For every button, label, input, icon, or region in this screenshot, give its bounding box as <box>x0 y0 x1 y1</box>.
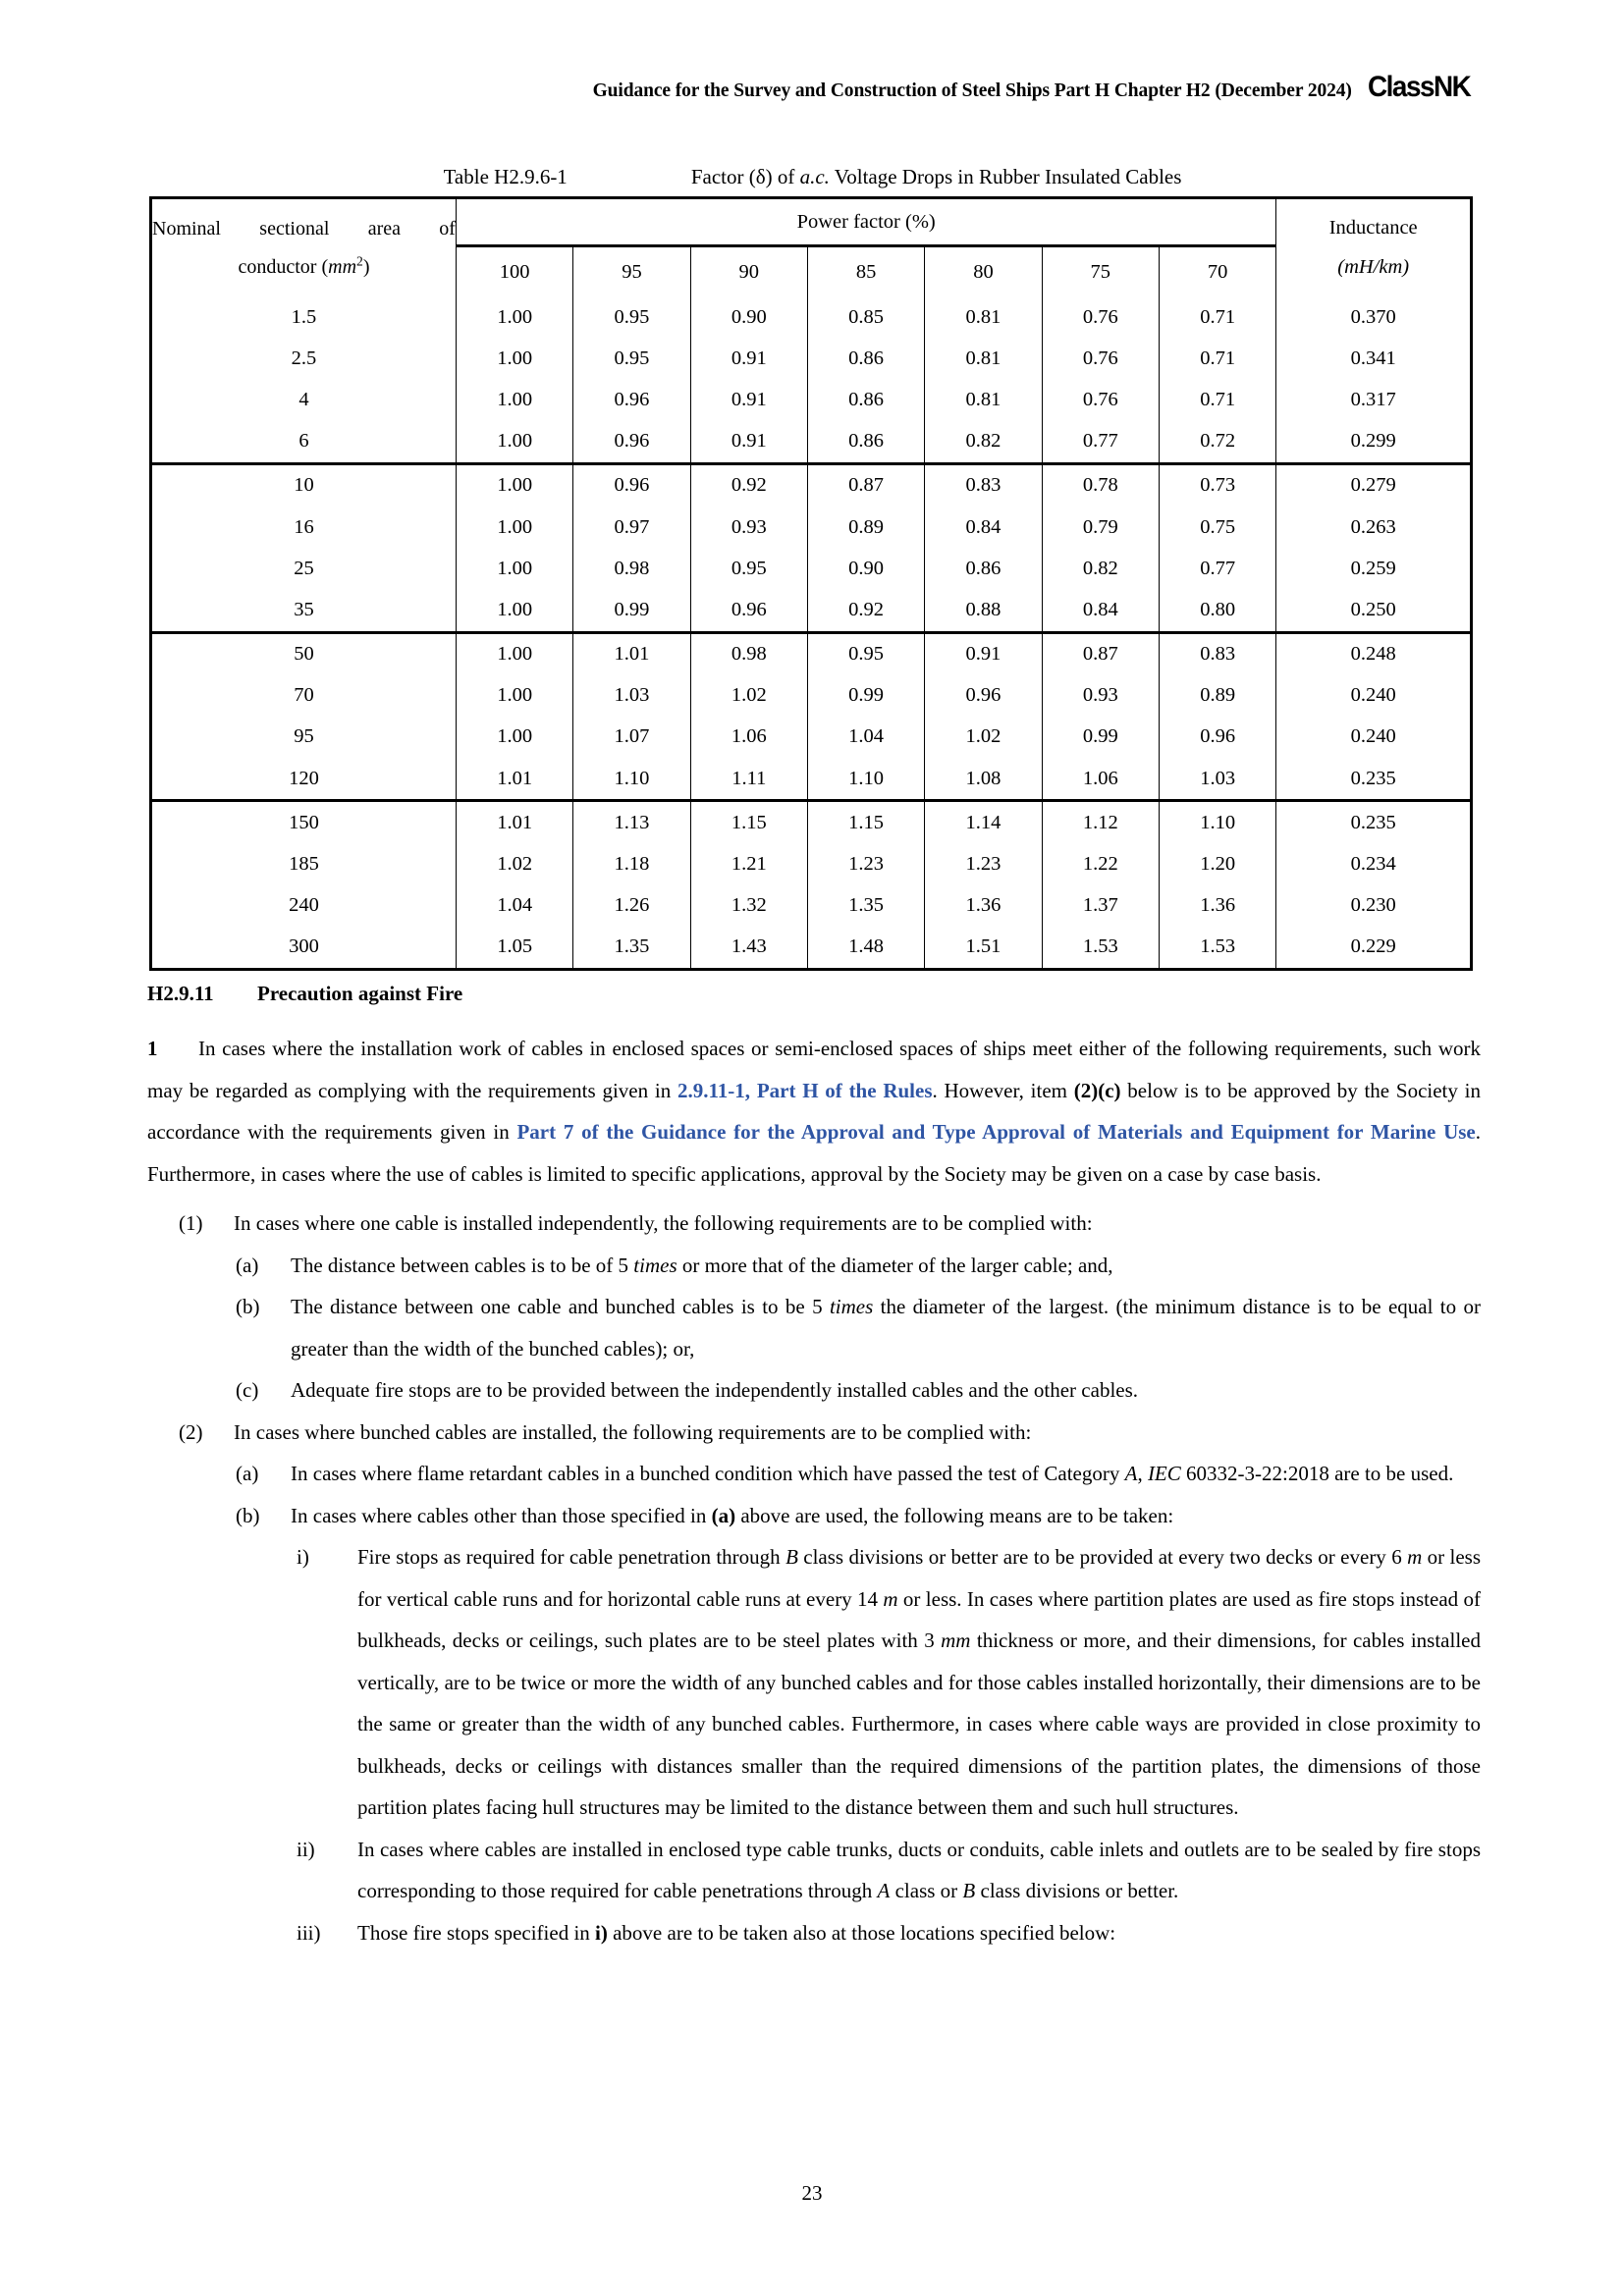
cell-factor-95: 1.18 <box>573 843 690 884</box>
list-item-1-marker: (1) <box>179 1211 203 1235</box>
cell-factor-90: 0.98 <box>690 632 807 675</box>
cell-inductance: 0.299 <box>1276 421 1472 464</box>
sub-iii-b1: i) <box>595 1920 608 1945</box>
table-caption-text-1: Factor (δ) of <box>690 165 800 188</box>
list-item-ii-text <box>357 1829 1481 1912</box>
list-item-i-marker: i) <box>297 1545 309 1569</box>
cell-factor-80: 0.84 <box>925 507 1042 548</box>
list-item-ii <box>297 1829 1481 1912</box>
sub-i-t3: or less for vertical cable runs and for horizontal cable runs at every 14 <box>357 1545 1481 1611</box>
table-row <box>151 927 1472 970</box>
cell-factor-95: 1.03 <box>573 675 690 717</box>
cell-inductance: 0.240 <box>1276 717 1472 758</box>
cell-factor-80: 0.96 <box>925 675 1042 717</box>
list-item-1b <box>236 1286 1481 1369</box>
cell-factor-100: 1.01 <box>456 758 572 801</box>
cell-factor-90: 1.32 <box>690 885 807 927</box>
cell-factor-75: 0.76 <box>1042 338 1159 379</box>
table-row <box>151 843 1472 884</box>
cell-factor-85: 1.10 <box>807 758 924 801</box>
cell-factor-90: 0.91 <box>690 379 807 420</box>
list-item-1b-text-b: the diameter of the largest. (the minimum distance is to be equal to or greater than the width of the bunched cables); or, <box>291 1295 1481 1361</box>
cell-factor-85: 1.04 <box>807 717 924 758</box>
sub-ii-t1: In cases where cables are installed in enclosed type cable trunks, ducts or conduits, cable inlets and outlets are to be sealed by fire stops corresponding to those required for cable penetrations through <box>357 1837 1481 1902</box>
cell-factor-70: 0.89 <box>1159 675 1275 717</box>
list-item-2a-marker: (a) <box>236 1462 259 1485</box>
list-item-1a-text-b: or more that of the diameter of the larger cable; and, <box>677 1253 1113 1277</box>
cell-factor-100: 1.00 <box>456 548 572 589</box>
list-item-1a <box>236 1245 1481 1287</box>
cell-inductance: 0.248 <box>1276 632 1472 675</box>
header-unit-sup: 2 <box>356 252 363 268</box>
list-item-1b-marker: (b) <box>236 1295 260 1318</box>
list-item-i-text <box>357 1536 1481 1829</box>
cell-factor-85: 0.90 <box>807 548 924 589</box>
cell-nominal-area: 35 <box>151 589 457 632</box>
header-unit-pre: conductor ( <box>238 255 329 278</box>
cell-factor-70: 0.80 <box>1159 589 1275 632</box>
table-row <box>151 463 1472 507</box>
cell-nominal-area: 240 <box>151 885 457 927</box>
header-pf-90: 90 <box>690 246 807 297</box>
list-item-2b-text <box>291 1495 1481 1537</box>
table-row <box>151 589 1472 632</box>
cell-factor-80: 0.88 <box>925 589 1042 632</box>
cell-factor-85: 1.15 <box>807 801 924 844</box>
paragraph-1-text-c: below is to be approved by the Society in accordance with the requirements given in <box>147 1078 1481 1144</box>
cell-factor-90: 0.93 <box>690 507 807 548</box>
cell-factor-95: 0.98 <box>573 548 690 589</box>
cell-factor-75: 0.99 <box>1042 717 1159 758</box>
cell-factor-80: 0.81 <box>925 296 1042 338</box>
list-item-1a-text-a: The distance between cables is to be of 5 <box>291 1253 634 1277</box>
cell-factor-100: 1.05 <box>456 927 572 970</box>
cell-nominal-area: 4 <box>151 379 457 420</box>
list-item-ii-marker: ii) <box>297 1837 315 1861</box>
requirement-list-level1 <box>179 1202 1481 1245</box>
cell-factor-100: 1.00 <box>456 296 572 338</box>
table-caption-italic: a.c. <box>799 165 830 188</box>
cell-factor-85: 0.95 <box>807 632 924 675</box>
table-caption-text-2: Voltage Drops in Rubber Insulated Cables <box>829 165 1182 188</box>
table-row <box>151 338 1472 379</box>
cell-factor-90: 0.96 <box>690 589 807 632</box>
sub-iii-t1: Those fire stops specified in <box>357 1920 596 1945</box>
requirement-list-level1-item2 <box>179 1412 1481 1454</box>
table-header-row-1 <box>151 198 1472 246</box>
cell-nominal-area: 10 <box>151 463 457 507</box>
list-item-2a-text-c: 60332-3-22:2018 are to be used. <box>1180 1462 1454 1485</box>
cell-factor-70: 0.83 <box>1159 632 1275 675</box>
paragraph-1-text-d: . Furthermore, in cases where the use of cables is limited to specific applications, approval by the Society may be given on a case by case basis. <box>147 1120 1481 1186</box>
header-inductance-unit: (mH/km) <box>1337 255 1410 278</box>
sub-i-t2: class divisions or better are to be provided at every two decks or every 6 <box>797 1545 1408 1569</box>
cell-factor-90: 0.95 <box>690 548 807 589</box>
cell-factor-85: 0.86 <box>807 338 924 379</box>
requirement-list-roman <box>297 1536 1481 1953</box>
cell-inductance: 0.235 <box>1276 801 1472 844</box>
list-item-2a-text-b: , <box>1137 1462 1148 1485</box>
reference-link-part7[interactable]: Part 7 of the Guidance for the Approval and Type Approval of Materials and Equipment for Marine Use <box>516 1120 1476 1144</box>
cell-nominal-area: 185 <box>151 843 457 884</box>
list-item-1b-text-a: The distance between one cable and bunched cables is to be 5 <box>291 1295 830 1318</box>
cell-inductance: 0.259 <box>1276 548 1472 589</box>
list-item-1c-marker: (c) <box>236 1378 259 1402</box>
requirement-list-1-children <box>236 1245 1481 1412</box>
cell-factor-75: 0.87 <box>1042 632 1159 675</box>
sub-i-t5: thickness or more, and their dimensions, for cables installed vertically, are to be twice or more the width of any bunched cables and for those cables installed horizontally, their dimensions are to be the same or greater than the width of any bunched cables. Furthermore, in cases where cable ways are provided in close proximity to bulkheads, decks or ceilings with distances smaller than the required dimensions of the partition plates, the dimensions of those partition plates facing hull structures may be limited to the distance between them and such hull structures. <box>357 1629 1481 1819</box>
cell-factor-100: 1.00 <box>456 717 572 758</box>
header-pf-70: 70 <box>1159 246 1275 297</box>
header-inductance <box>1276 198 1472 297</box>
cell-factor-90: 1.02 <box>690 675 807 717</box>
body-content <box>147 984 1481 1953</box>
paragraph-1-bold-ref: (2)(c) <box>1073 1078 1121 1102</box>
sub-ii-t3: class divisions or better. <box>975 1879 1179 1902</box>
sub-ii-i1: A <box>877 1879 891 1902</box>
sub-ii-i2: B <box>962 1879 976 1902</box>
sub-ii-t2: class or <box>890 1879 963 1902</box>
cell-factor-70: 1.10 <box>1159 801 1275 844</box>
requirement-list-2-children <box>236 1453 1481 1536</box>
cell-factor-70: 1.03 <box>1159 758 1275 801</box>
cell-factor-75: 1.53 <box>1042 927 1159 970</box>
cell-nominal-area: 50 <box>151 632 457 675</box>
cell-inductance: 0.279 <box>1276 463 1472 507</box>
sub-i-i2: m <box>1407 1545 1423 1569</box>
cell-factor-90: 0.92 <box>690 463 807 507</box>
cell-inductance: 0.341 <box>1276 338 1472 379</box>
cell-factor-100: 1.00 <box>456 379 572 420</box>
cell-factor-100: 1.04 <box>456 885 572 927</box>
list-item-2 <box>179 1412 1481 1454</box>
sub-i-i4: mm <box>941 1629 971 1652</box>
cell-factor-85: 0.89 <box>807 507 924 548</box>
cell-factor-90: 1.15 <box>690 801 807 844</box>
cell-inductance: 0.250 <box>1276 589 1472 632</box>
list-item-1c <box>236 1369 1481 1412</box>
cell-factor-80: 0.83 <box>925 463 1042 507</box>
cell-inductance: 0.234 <box>1276 843 1472 884</box>
cell-factor-85: 0.99 <box>807 675 924 717</box>
cell-factor-75: 0.93 <box>1042 675 1159 717</box>
paragraph-1-text-a: In cases where the installation work of cables in enclosed spaces or semi-enclosed spaces of ships meet either of the following requirements, such work may be regarded as complying with the requirements given in <box>147 1037 1481 1102</box>
sub-i-i3: m <box>883 1586 898 1611</box>
cell-factor-95: 0.97 <box>573 507 690 548</box>
cell-nominal-area: 150 <box>151 801 457 844</box>
list-item-1c-text: Adequate fire stops are to be provided between the independently installed cables and the other cables. <box>291 1378 1139 1402</box>
cell-factor-70: 0.71 <box>1159 296 1275 338</box>
cell-factor-95: 1.07 <box>573 717 690 758</box>
cell-factor-95: 0.96 <box>573 421 690 464</box>
cell-inductance: 0.317 <box>1276 379 1472 420</box>
cell-factor-100: 1.02 <box>456 843 572 884</box>
paragraph-1-text-b: . However, item <box>932 1078 1074 1102</box>
header-inductance-label: Inductance <box>1328 216 1418 239</box>
cell-factor-70: 0.75 <box>1159 507 1275 548</box>
cell-nominal-area: 95 <box>151 717 457 758</box>
header-pf-80: 80 <box>925 246 1042 297</box>
cell-factor-100: 1.00 <box>456 589 572 632</box>
section-number: H2.9.11 <box>147 982 214 1005</box>
cell-factor-80: 0.91 <box>925 632 1042 675</box>
cell-factor-80: 0.81 <box>925 338 1042 379</box>
list-item-2a <box>236 1453 1481 1495</box>
cell-nominal-area: 1.5 <box>151 296 457 338</box>
cell-factor-80: 0.86 <box>925 548 1042 589</box>
cell-factor-70: 0.77 <box>1159 548 1275 589</box>
sub-iii-t2: above are to be taken also at those locations specified below: <box>607 1920 1116 1945</box>
cell-factor-95: 0.95 <box>573 338 690 379</box>
cell-factor-70: 1.20 <box>1159 843 1275 884</box>
list-item-iii <box>297 1912 1481 1954</box>
table-caption-number: Table H2.9.6-1 <box>443 165 568 188</box>
cell-factor-95: 1.01 <box>573 632 690 675</box>
cell-factor-75: 0.78 <box>1042 463 1159 507</box>
section-heading <box>147 984 1481 1004</box>
table-row <box>151 758 1472 801</box>
header-unit-post: ) <box>362 255 370 278</box>
cell-factor-80: 1.51 <box>925 927 1042 970</box>
list-item-1 <box>179 1202 1481 1245</box>
cell-factor-95: 0.99 <box>573 589 690 632</box>
cell-factor-100: 1.00 <box>456 675 572 717</box>
table-row <box>151 507 1472 548</box>
cell-factor-95: 1.13 <box>573 801 690 844</box>
list-item-2b-marker: (b) <box>236 1503 260 1527</box>
cell-factor-70: 0.73 <box>1159 463 1275 507</box>
list-item-2a-text <box>291 1453 1481 1495</box>
cell-factor-90: 0.90 <box>690 296 807 338</box>
table-row <box>151 675 1472 717</box>
cell-factor-85: 0.92 <box>807 589 924 632</box>
table-row <box>151 296 1472 338</box>
section-title: Precaution against Fire <box>257 982 463 1005</box>
paragraph-1-marker: 1 <box>147 1037 158 1060</box>
header-nominal-area-line2 <box>152 248 456 287</box>
cell-factor-90: 0.91 <box>690 338 807 379</box>
cell-factor-85: 1.48 <box>807 927 924 970</box>
cell-factor-80: 1.23 <box>925 843 1042 884</box>
cell-factor-100: 1.00 <box>456 632 572 675</box>
cell-factor-100: 1.00 <box>456 507 572 548</box>
table-row <box>151 885 1472 927</box>
table-row <box>151 421 1472 464</box>
sub-i-t1: Fire stops as required for cable penetration through <box>357 1545 786 1569</box>
list-item-i <box>297 1536 1481 1829</box>
cell-factor-75: 0.76 <box>1042 296 1159 338</box>
cell-factor-100: 1.00 <box>456 421 572 464</box>
cell-factor-75: 1.06 <box>1042 758 1159 801</box>
cell-factor-100: 1.00 <box>456 463 572 507</box>
cell-factor-70: 1.36 <box>1159 885 1275 927</box>
cell-factor-95: 0.96 <box>573 379 690 420</box>
reference-link-rules[interactable]: 2.9.11-1, Part H of the Rules <box>677 1078 933 1102</box>
header-title: Guidance for the Survey and Construction of Steel Ships Part H Chapter H2 (December 2024) <box>592 80 1352 101</box>
table-caption <box>147 165 1478 189</box>
header-pf-95: 95 <box>573 246 690 297</box>
cell-factor-90: 0.91 <box>690 421 807 464</box>
cell-nominal-area: 2.5 <box>151 338 457 379</box>
table-header <box>151 198 1472 297</box>
cell-factor-95: 0.96 <box>573 463 690 507</box>
sub-i-t4: or less. In cases where partition plates are used as fire stops instead of bulkheads, decks or ceilings, such plates are to be steel plates with 3 <box>357 1586 1481 1652</box>
cell-factor-85: 0.86 <box>807 421 924 464</box>
cell-factor-70: 0.72 <box>1159 421 1275 464</box>
list-item-2-marker: (2) <box>179 1419 203 1444</box>
table-row <box>151 379 1472 420</box>
cell-inductance: 0.240 <box>1276 675 1472 717</box>
cell-factor-70: 0.71 <box>1159 379 1275 420</box>
cell-factor-75: 0.76 <box>1042 379 1159 420</box>
cell-factor-90: 1.21 <box>690 843 807 884</box>
paragraph-1 <box>147 1028 1481 1195</box>
cell-inductance: 0.235 <box>1276 758 1472 801</box>
table-row <box>151 801 1472 844</box>
cell-factor-75: 0.82 <box>1042 548 1159 589</box>
header-nominal-area-line1: Nominal sectional area of <box>152 217 456 240</box>
list-item-1b-italic: times <box>829 1295 874 1318</box>
cell-inductance: 0.230 <box>1276 885 1472 927</box>
cell-nominal-area: 300 <box>151 927 457 970</box>
cell-factor-90: 1.06 <box>690 717 807 758</box>
cell-factor-70: 1.53 <box>1159 927 1275 970</box>
list-item-1-text: In cases where one cable is installed independently, the following requirements are to be complied with: <box>234 1211 1093 1235</box>
cell-factor-90: 1.43 <box>690 927 807 970</box>
header-unit-mm: mm <box>328 255 357 278</box>
header-pf-100: 100 <box>456 246 572 297</box>
table-row <box>151 717 1472 758</box>
list-item-2b-bold: (a) <box>711 1503 736 1527</box>
cell-factor-70: 0.96 <box>1159 717 1275 758</box>
header-nominal-area <box>151 198 457 297</box>
cell-factor-80: 1.14 <box>925 801 1042 844</box>
sub-i-i1: B <box>785 1545 798 1569</box>
cell-factor-95: 1.35 <box>573 927 690 970</box>
cell-nominal-area: 70 <box>151 675 457 717</box>
cell-factor-80: 1.02 <box>925 717 1042 758</box>
list-item-2a-italic-a: A <box>1124 1462 1138 1485</box>
list-item-2b-text-b: above are used, the following means are to be taken: <box>735 1503 1174 1527</box>
list-item-2-text: In cases where bunched cables are installed, the following requirements are to be complied with: <box>234 1419 1032 1444</box>
cell-factor-85: 0.85 <box>807 296 924 338</box>
cell-nominal-area: 120 <box>151 758 457 801</box>
voltage-drop-factor-table <box>149 196 1473 971</box>
list-item-iii-text <box>357 1912 1481 1954</box>
classnk-logo: ClassNK <box>1367 71 1471 103</box>
cell-factor-85: 1.23 <box>807 843 924 884</box>
cell-factor-90: 1.11 <box>690 758 807 801</box>
header-pf-75: 75 <box>1042 246 1159 297</box>
cell-factor-75: 1.37 <box>1042 885 1159 927</box>
list-item-2a-text-a: In cases where flame retardant cables in a bunched condition which have passed the test of Category <box>291 1462 1125 1485</box>
list-item-1a-marker: (a) <box>236 1253 259 1277</box>
list-item-1a-text <box>291 1245 1481 1287</box>
cell-factor-80: 0.81 <box>925 379 1042 420</box>
cell-factor-85: 0.86 <box>807 379 924 420</box>
list-item-1a-italic: times <box>633 1253 677 1277</box>
cell-nominal-area: 25 <box>151 548 457 589</box>
running-header <box>147 73 1478 102</box>
cell-factor-80: 1.08 <box>925 758 1042 801</box>
cell-factor-100: 1.01 <box>456 801 572 844</box>
cell-inductance: 0.263 <box>1276 507 1472 548</box>
cell-factor-75: 0.79 <box>1042 507 1159 548</box>
page-number: 23 <box>801 2181 823 2205</box>
cell-factor-85: 1.35 <box>807 885 924 927</box>
table-body <box>151 296 1472 970</box>
cell-factor-70: 0.71 <box>1159 338 1275 379</box>
table-row <box>151 548 1472 589</box>
cell-factor-100: 1.00 <box>456 338 572 379</box>
cell-factor-95: 1.10 <box>573 758 690 801</box>
cell-factor-85: 0.87 <box>807 463 924 507</box>
cell-nominal-area: 6 <box>151 421 457 464</box>
list-item-iii-marker: iii) <box>297 1920 321 1945</box>
cell-factor-95: 0.95 <box>573 296 690 338</box>
cell-inductance: 0.370 <box>1276 296 1472 338</box>
cell-factor-75: 0.77 <box>1042 421 1159 464</box>
list-item-1b-text <box>291 1286 1481 1369</box>
cell-factor-75: 1.12 <box>1042 801 1159 844</box>
list-item-2b <box>236 1495 1481 1537</box>
list-item-2b-text-a: In cases where cables other than those specified in <box>291 1503 712 1527</box>
table-row <box>151 632 1472 675</box>
cell-factor-80: 0.82 <box>925 421 1042 464</box>
header-pf-85: 85 <box>807 246 924 297</box>
cell-factor-75: 1.22 <box>1042 843 1159 884</box>
cell-factor-95: 1.26 <box>573 885 690 927</box>
cell-nominal-area: 16 <box>151 507 457 548</box>
list-item-2a-italic-b: IEC <box>1147 1462 1181 1485</box>
header-power-factor: Power factor (%) <box>456 198 1275 246</box>
cell-factor-75: 0.84 <box>1042 589 1159 632</box>
cell-inductance: 0.229 <box>1276 927 1472 970</box>
cell-factor-80: 1.36 <box>925 885 1042 927</box>
